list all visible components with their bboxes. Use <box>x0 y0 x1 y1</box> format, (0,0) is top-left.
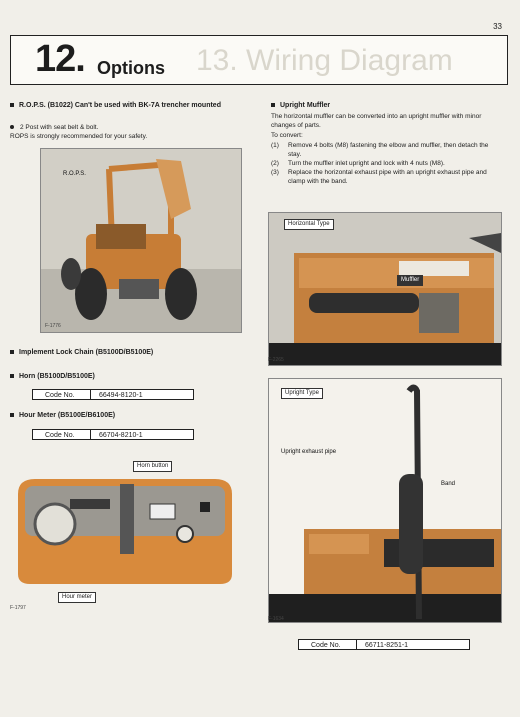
upright-muffler-heading: Upright Muffler <box>271 101 330 110</box>
bleed-through-text: 13. Wiring Diagram <box>196 44 453 77</box>
figure-id: F-2265 <box>268 357 284 363</box>
section-title: Options <box>97 58 165 78</box>
figure-id: F-1776 <box>45 323 61 329</box>
section-number: 12. <box>35 38 85 80</box>
code-label: Code No. <box>299 640 357 649</box>
muffler-callout: Muffler <box>397 275 423 286</box>
hour-meter-code-box <box>32 429 194 440</box>
hour-meter-heading: Hour Meter (B5100E/B6100E) <box>10 411 115 420</box>
bullet-square-icon <box>10 374 14 378</box>
lock-chain-heading: Implement Lock Chain (B5100D/B5100E) <box>10 348 153 357</box>
rops-heading: R.O.P.S. (B1022) Can't be used with BK-7A trencher mounted <box>10 101 245 110</box>
hour-meter-label: Hour meter <box>58 592 96 603</box>
horn-button-label: Horn button <box>133 461 172 472</box>
horn-code-box <box>32 389 194 400</box>
code-value: 66711-8251-1 <box>365 642 409 649</box>
rops-note: ROPS is strongly recommended for your safety. <box>10 133 148 140</box>
rops-callout: R.O.P.S. <box>63 171 86 177</box>
code-label: Code No. <box>33 430 91 439</box>
to-convert: To convert: <box>271 132 303 139</box>
figure-id: F-1634 <box>268 616 284 622</box>
upright-exhaust-label: Upright exhaust pipe <box>281 449 337 455</box>
bullet-square-icon <box>271 103 275 107</box>
rops-bullet: 2 Post with seat belt & bolt. <box>10 123 98 132</box>
step-item: (2) Turn the muffler inlet upright and lock with 4 nuts (M8). <box>271 160 445 167</box>
upright-muffler-photo <box>268 378 502 623</box>
horizontal-type-label: Horizontal Type <box>284 219 334 230</box>
rops-tractor-photo <box>40 148 242 333</box>
horizontal-muffler-illustration <box>269 213 501 365</box>
upright-muffler-illustration <box>269 379 501 622</box>
band-label: Band <box>441 481 456 487</box>
dashboard-figure <box>10 444 242 612</box>
bullet-square-icon <box>10 350 14 354</box>
page-number: 33 <box>493 22 502 31</box>
dashboard-illustration <box>10 444 242 612</box>
code-value: 66704-8210-1 <box>99 432 143 439</box>
upright-muffler-intro: The horizontal muffler can be converted into an upright muffler with minor changes of parts. <box>271 113 482 129</box>
bullet-dot-icon <box>10 125 14 129</box>
step-item: (1) Remove 4 bolts (M8) fastening the elbow and muffler, then detach the stay. <box>271 142 489 158</box>
figure-id: F-1797 <box>10 605 26 611</box>
section-title-box <box>10 35 508 85</box>
conversion-steps <box>271 141 501 186</box>
upright-muffler-code-box <box>298 639 470 650</box>
code-value: 66494-8120-1 <box>99 392 143 399</box>
bullet-square-icon <box>10 103 14 107</box>
upright-type-label: Upright Type <box>281 388 323 399</box>
code-label: Code No. <box>33 390 91 399</box>
bullet-square-icon <box>10 413 14 417</box>
horizontal-muffler-photo <box>268 212 502 366</box>
step-item: (3) Replace the horizontal exhaust pipe with an upright exhaust pipe and clamp with the band. <box>271 169 487 185</box>
horn-heading: Horn (B5100D/B5100E) <box>10 372 95 381</box>
